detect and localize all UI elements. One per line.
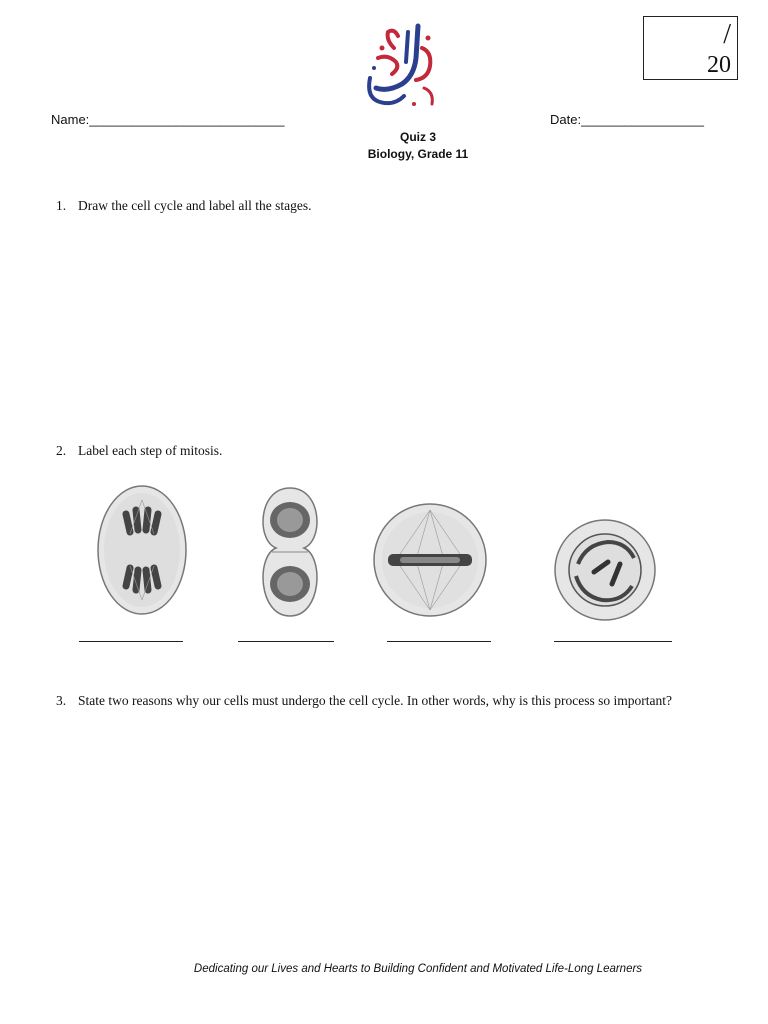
score-box [643, 16, 738, 80]
question-text: Label each step of mitosis. [78, 443, 223, 458]
date-field-label: Date:_________________ [550, 112, 704, 127]
footer-motto: Dedicating our Lives and Hearts to Building Confident and Motivated Life-Long Learners [193, 963, 643, 975]
anaphase-cell-icon [86, 478, 198, 618]
score-total: 20 [707, 52, 731, 78]
school-logo [358, 18, 448, 114]
school-calligraphy-logo-icon [358, 18, 448, 114]
name-field-label: Name:___________________________ [51, 112, 285, 127]
metaphase-cell-icon [370, 494, 490, 620]
question-number: 2. [56, 443, 67, 458]
question-number: 1. [56, 198, 67, 213]
prophase-cell-icon [552, 514, 658, 622]
mitosis-image-3 [370, 494, 490, 620]
mitosis-answer-blank-3[interactable] [387, 641, 491, 642]
mitosis-answer-blank-1[interactable] [79, 641, 183, 642]
mitosis-image-4 [552, 514, 658, 622]
mitosis-answer-blank-4[interactable] [554, 641, 672, 642]
question-1 [56, 198, 312, 214]
mitosis-image-1 [86, 478, 198, 618]
question-3 [56, 693, 736, 709]
question-text: Draw the cell cycle and label all the stages. [78, 198, 312, 213]
quiz-subtitle: Biology, Grade 11 [367, 147, 469, 161]
question-number: 3. [56, 693, 67, 708]
mitosis-answer-blank-2[interactable] [238, 641, 334, 642]
quiz-title: Quiz 3 [399, 130, 436, 144]
telophase-cell-icon [250, 484, 330, 620]
question-text: State two reasons why our cells must undergo the cell cycle. In other words, why is this process so important? [78, 693, 673, 708]
mitosis-image-2 [250, 484, 330, 620]
score-slash: / [723, 19, 731, 50]
question-2 [56, 443, 222, 459]
